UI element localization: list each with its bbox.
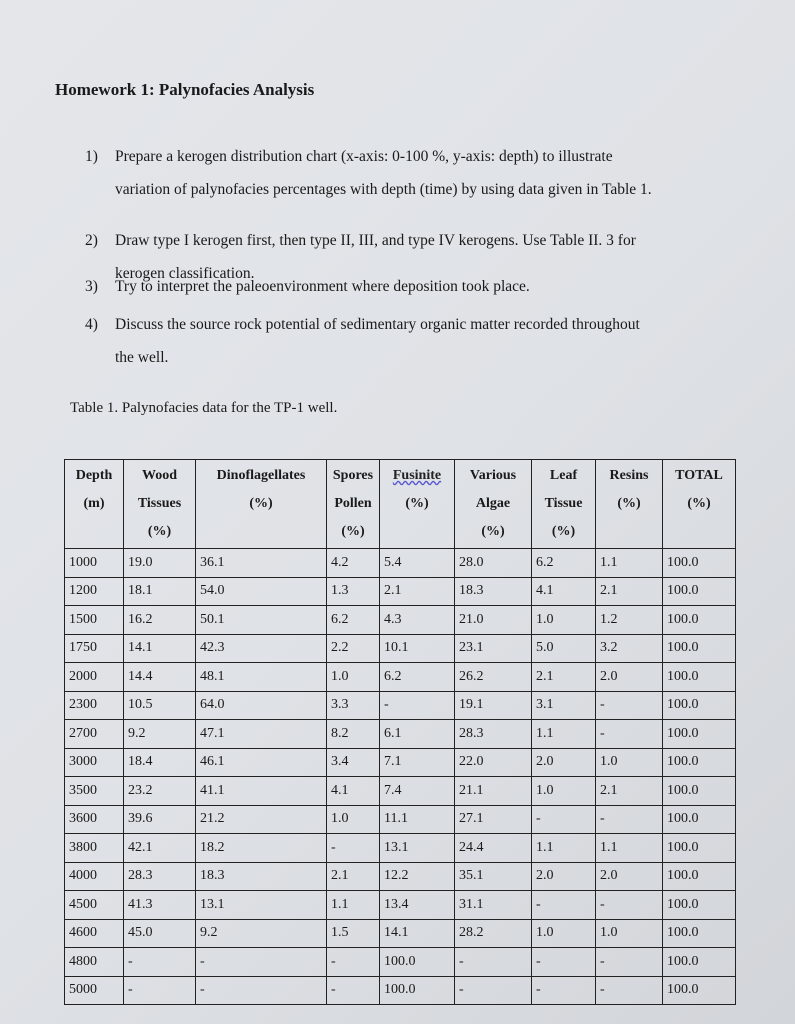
table-cell: 1.1 [532,720,596,749]
table-cell: 26.2 [455,663,532,692]
table-cell: 1.1 [596,549,663,578]
table-cell: 1.3 [327,577,380,606]
table-cell: 21.1 [455,777,532,806]
table-cell: - [455,976,532,1005]
table-row [65,691,736,720]
table-cell: - [196,976,327,1005]
table-cell: 100.0 [663,634,736,663]
table-cell: 54.0 [196,577,327,606]
table-cell: 13.4 [380,891,455,920]
table-cell: - [327,948,380,977]
table-cell: 1.0 [596,748,663,777]
column-header [124,460,196,549]
table-cell: 18.3 [455,577,532,606]
question-text: kerogen classification. [115,265,255,282]
table-cell: 10.1 [380,634,455,663]
table-cell: 100.0 [663,805,736,834]
table-cell: 3.3 [327,691,380,720]
table-cell: 10.5 [124,691,196,720]
table-cell: 100.0 [663,948,736,977]
table-cell: 28.2 [455,919,532,948]
table-cell: 42.3 [196,634,327,663]
table-cell: 48.1 [196,663,327,692]
table-cell: 28.0 [455,549,532,578]
column-header-line: (%) [249,496,273,511]
table-cell: 1.1 [532,834,596,863]
table-cell: 6.2 [532,549,596,578]
table-row [65,948,736,977]
table-row [65,891,736,920]
table-cell: 31.1 [455,891,532,920]
column-header [455,460,532,549]
table-cell: 1.0 [327,805,380,834]
table-row [65,663,736,692]
table-cell: 100.0 [663,577,736,606]
table-cell: 1.1 [327,891,380,920]
table-cell: 100.0 [663,748,736,777]
table-row [65,777,736,806]
table-cell: 8.2 [327,720,380,749]
table-cell: 18.2 [196,834,327,863]
table-cell: 22.0 [455,748,532,777]
table-cell: 1.0 [327,663,380,692]
table-row [65,720,736,749]
column-header [380,460,455,549]
table-cell: - [532,948,596,977]
table-cell: 100.0 [663,549,736,578]
column-header [663,460,736,549]
table-cell: - [596,720,663,749]
table-cell: 24.4 [455,834,532,863]
table-cell: 3800 [65,834,124,863]
table-cell: 21.0 [455,606,532,635]
table-cell: 2.2 [327,634,380,663]
column-header-line: Tissue [544,496,583,511]
table-cell: 100.0 [663,663,736,692]
question-number: 2) [85,232,98,249]
table-cell: 2.0 [532,748,596,777]
column-header [196,460,327,549]
table-cell: 3600 [65,805,124,834]
table-caption: Table 1. Palynofacies data for the TP-1 well. [70,400,338,416]
table-cell: 100.0 [663,777,736,806]
table-cell: 100.0 [380,976,455,1005]
table-row [65,976,736,1005]
table-cell: 4800 [65,948,124,977]
column-header-line: (%) [341,524,365,539]
table-cell: 13.1 [380,834,455,863]
column-header-line: Pollen [334,496,372,511]
table-cell: 100.0 [663,976,736,1005]
table-cell: 2.0 [596,663,663,692]
table-cell: - [124,948,196,977]
table-cell: 14.4 [124,663,196,692]
table-cell: 18.4 [124,748,196,777]
table-cell: 23.2 [124,777,196,806]
table-cell: 9.2 [196,919,327,948]
table-cell: - [532,976,596,1005]
column-header-line: TOTAL [675,468,723,483]
table-cell: 4.1 [327,777,380,806]
table-row [65,748,736,777]
table-cell: 100.0 [380,948,455,977]
table-cell: 21.2 [196,805,327,834]
column-header-line: (%) [617,496,641,511]
table-cell: 11.1 [380,805,455,834]
table-cell: 3500 [65,777,124,806]
table-cell: 13.1 [196,891,327,920]
table-cell: - [380,691,455,720]
table-cell: - [327,976,380,1005]
table-row [65,577,736,606]
table-cell: 28.3 [455,720,532,749]
table-cell: 27.1 [455,805,532,834]
table-cell: 4.1 [532,577,596,606]
table-cell: 4500 [65,891,124,920]
column-header-line: (%) [481,524,505,539]
question-text: Try to interpret the paleoenvironment where deposition took place. [115,278,530,295]
column-header-line: Dinoflagellates [216,468,306,483]
table-row [65,606,736,635]
table-cell: 46.1 [196,748,327,777]
table-cell: 1000 [65,549,124,578]
column-header-line: Tissues [137,496,182,511]
table-cell: 100.0 [663,862,736,891]
table-cell: 41.1 [196,777,327,806]
column-header-line: Fusinite [392,468,442,483]
table-row [65,862,736,891]
table-cell: 1.0 [532,919,596,948]
table-header-row [65,460,736,549]
column-header-line: Wood [141,468,177,483]
table-cell: 1500 [65,606,124,635]
question-number: 3) [85,278,98,295]
table-cell: 3.1 [532,691,596,720]
table-cell: - [455,948,532,977]
table-cell: 5000 [65,976,124,1005]
table-cell: 100.0 [663,691,736,720]
table-row [65,919,736,948]
question-text: Prepare a kerogen distribution chart (x-axis: 0-100 %, y-axis: depth) to illustrate [115,148,613,165]
table-cell: 2700 [65,720,124,749]
table-cell: 2300 [65,691,124,720]
column-header-line: Resins [609,468,649,483]
column-header-line: Leaf [549,468,578,483]
table-cell: - [327,834,380,863]
table-cell: 19.1 [455,691,532,720]
table-cell: 1.1 [596,834,663,863]
table-cell: 64.0 [196,691,327,720]
table-cell: 1.0 [596,919,663,948]
column-header-line: Spores [332,468,374,483]
table-cell: 2.1 [327,862,380,891]
column-header-line: (%) [551,524,576,539]
question-number: 4) [85,316,98,333]
table-cell: 16.2 [124,606,196,635]
table-cell: 2.1 [596,777,663,806]
table-cell: - [596,948,663,977]
table-row [65,834,736,863]
table-cell: 23.1 [455,634,532,663]
table-cell: 1.2 [596,606,663,635]
table-cell: 9.2 [124,720,196,749]
table-cell: 2.1 [596,577,663,606]
table-cell: - [532,805,596,834]
table-cell: 100.0 [663,919,736,948]
table-cell: 1.5 [327,919,380,948]
table-cell: 2.0 [596,862,663,891]
question-number: 1) [85,148,98,165]
question-text: Discuss the source rock potential of sedimentary organic matter recorded throughout [115,316,640,333]
table-cell: 50.1 [196,606,327,635]
table-cell: 6.2 [327,606,380,635]
table-cell: 4000 [65,862,124,891]
table-cell: 1.0 [532,606,596,635]
table-cell: - [596,976,663,1005]
table-cell: 19.0 [124,549,196,578]
table-cell: 1750 [65,634,124,663]
table-cell: 4600 [65,919,124,948]
question-text: the well. [115,349,169,366]
table-cell: 2000 [65,663,124,692]
table-cell: 5.4 [380,549,455,578]
palynofacies-table [64,459,736,1005]
table-cell: 36.1 [196,549,327,578]
table-cell: 1200 [65,577,124,606]
table-cell: 42.1 [124,834,196,863]
question-text: variation of palynofacies percentages with depth (time) by using data given in Table 1. [115,181,652,198]
table-cell: 6.2 [380,663,455,692]
table-cell: - [596,691,663,720]
table-cell: 39.6 [124,805,196,834]
column-header [532,460,596,549]
table-cell: 3000 [65,748,124,777]
table-cell: 35.1 [455,862,532,891]
table-cell: 3.2 [596,634,663,663]
table-cell: 18.1 [124,577,196,606]
column-header-line: Depth [75,468,113,483]
column-header-line: (%) [147,524,172,539]
table-cell: - [124,976,196,1005]
column-header-line: (%) [687,496,711,511]
table-cell: 2.1 [380,577,455,606]
table-cell: - [532,891,596,920]
table-row [65,634,736,663]
table-cell: 100.0 [663,606,736,635]
table-cell: 1.0 [532,777,596,806]
table-cell: 47.1 [196,720,327,749]
table-cell: 18.3 [196,862,327,891]
table-cell: 14.1 [124,634,196,663]
table-cell: 4.2 [327,549,380,578]
column-header [65,460,124,549]
table-cell: 100.0 [663,834,736,863]
table-cell: 28.3 [124,862,196,891]
question-text: Draw type I kerogen first, then type II, III, and type IV kerogens. Use Table II. 3 for [115,232,636,249]
table-cell: - [596,891,663,920]
table-cell: 100.0 [663,720,736,749]
table-cell: 2.0 [532,862,596,891]
table-cell: 7.1 [380,748,455,777]
table-cell: - [596,805,663,834]
column-header-line: Various [469,468,517,483]
column-header-line: Algae [475,496,511,511]
table-cell: 100.0 [663,891,736,920]
table-cell: 45.0 [124,919,196,948]
table-row [65,549,736,578]
table-cell: 6.1 [380,720,455,749]
table-cell: 14.1 [380,919,455,948]
table-cell: - [196,948,327,977]
table-row [65,805,736,834]
table-cell: 7.4 [380,777,455,806]
table-cell: 5.0 [532,634,596,663]
table-cell: 4.3 [380,606,455,635]
column-header-line: (m) [83,496,105,511]
table-cell: 3.4 [327,748,380,777]
column-header [596,460,663,549]
table-cell: 2.1 [532,663,596,692]
column-header-line: (%) [405,496,429,511]
table-cell: 12.2 [380,862,455,891]
page-title: Homework 1: Palynofacies Analysis [55,80,315,99]
column-header [327,460,380,549]
table-cell: 41.3 [124,891,196,920]
